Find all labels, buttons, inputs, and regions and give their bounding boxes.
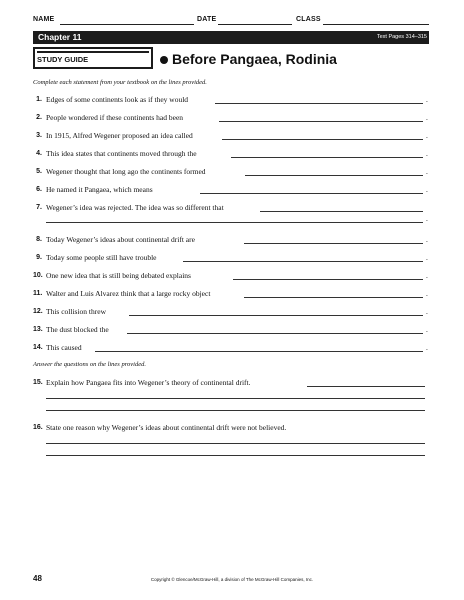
answer-line[interactable] bbox=[200, 193, 423, 194]
statement-14: 14. This caused . bbox=[33, 343, 428, 352]
page-title: Before Pangaea, Rodinia bbox=[172, 51, 337, 67]
answer-line[interactable] bbox=[46, 443, 425, 444]
header-row bbox=[0, 14, 464, 28]
answer-line[interactable] bbox=[95, 351, 423, 352]
statement-3: 3. In 1915, Alfred Wegener proposed an idea called . bbox=[36, 131, 428, 140]
statement-9: 9. Today some people still have trouble . bbox=[36, 253, 428, 262]
statement-13: 13. The dust blocked the . bbox=[33, 325, 428, 334]
name-line[interactable] bbox=[60, 24, 194, 25]
statement-8: 8. Today Wegener’s ideas about continental drift are . bbox=[36, 235, 428, 244]
statement-10: 10. One new idea that is still being debated explains . bbox=[33, 271, 428, 280]
text-pages-label: Text Pages 314–315 bbox=[376, 34, 427, 40]
answer-line[interactable] bbox=[244, 243, 423, 244]
page-number: 48 bbox=[33, 574, 42, 583]
copyright-notice: Copyright © Glencoe/McGraw-Hill, a division of The McGraw-Hill Companies, Inc. bbox=[150, 577, 314, 582]
chapter-label: Chapter 11 bbox=[38, 32, 82, 42]
chapter-bar bbox=[33, 31, 429, 44]
answer-line[interactable] bbox=[46, 398, 425, 399]
answer-line[interactable] bbox=[244, 297, 423, 298]
answer-line[interactable] bbox=[307, 386, 425, 387]
statement-5: 5. Wegener thought that long ago the continents formed . bbox=[36, 167, 428, 176]
date-label: DATE bbox=[197, 16, 217, 23]
answer-line[interactable] bbox=[245, 175, 423, 176]
statement-4: 4. This idea states that continents moved through the . bbox=[36, 149, 428, 158]
instructions-statements: Complete each statement from your textbook on the lines provided. bbox=[33, 79, 207, 86]
name-label: NAME bbox=[33, 16, 55, 23]
class-label: CLASS bbox=[296, 16, 321, 23]
answer-line[interactable] bbox=[215, 103, 423, 104]
statement-7: 7. Wegener’s idea was rejected. The idea was so different that . bbox=[36, 203, 428, 223]
question-16: 16. State one reason why Wegener’s ideas about continental drift were not believed. bbox=[33, 422, 433, 458]
statement-12: 12. This collision threw . bbox=[33, 307, 428, 316]
answer-line[interactable] bbox=[129, 315, 423, 316]
answer-line[interactable] bbox=[219, 121, 423, 122]
statement-6: 6. He named it Pangaea, which means . bbox=[36, 185, 428, 194]
title-bullet-icon bbox=[160, 56, 168, 64]
instructions-questions: Answer the questions on the lines provided. bbox=[33, 361, 146, 368]
answer-line[interactable] bbox=[231, 157, 423, 158]
answer-line[interactable] bbox=[233, 279, 423, 280]
statement-11: 11. Walter and Luis Alvarez think that a large rocky object . bbox=[33, 289, 428, 298]
answer-line[interactable] bbox=[46, 455, 425, 456]
question-15: 15. Explain how Pangaea fits into Wegener’s theory of continental drift. bbox=[33, 377, 433, 413]
answer-line[interactable] bbox=[260, 211, 423, 212]
answer-line[interactable] bbox=[183, 261, 423, 262]
date-line[interactable] bbox=[218, 24, 292, 25]
statement-2: 2. People wondered if these continents had been . bbox=[36, 113, 428, 122]
statement-1: 1. Edges of some continents look as if they would . bbox=[36, 95, 428, 104]
answer-line[interactable] bbox=[222, 139, 423, 140]
answer-line[interactable] bbox=[46, 410, 425, 411]
answer-line[interactable] bbox=[127, 333, 423, 334]
class-line[interactable] bbox=[323, 24, 429, 25]
study-guide-label: STUDY GUIDE bbox=[37, 55, 89, 64]
answer-line[interactable] bbox=[46, 222, 423, 223]
